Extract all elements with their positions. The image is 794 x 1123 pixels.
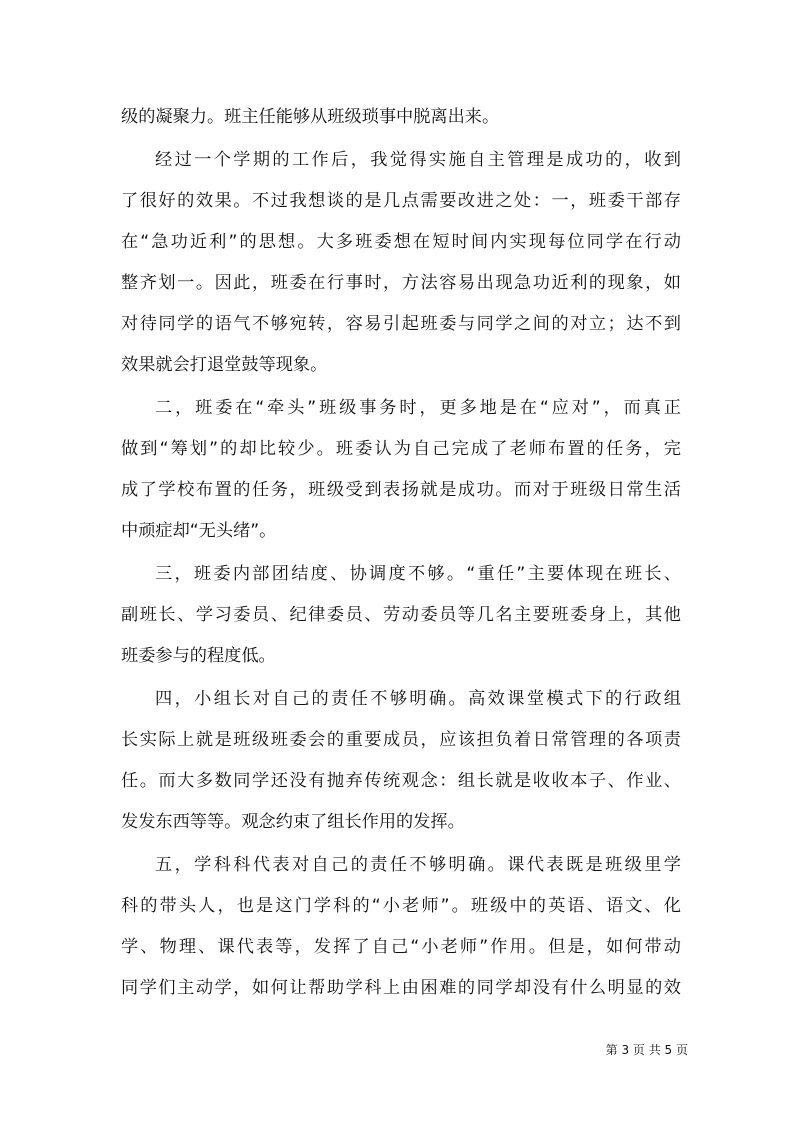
text-line: 效果就会打退堂鼓等现象。 [121, 355, 328, 375]
text-line: 学、物理、课代表等，发挥了自己“小老师”作用。但是，如何带动 [121, 937, 681, 957]
text-line: 级的凝聚力。班主任能够从班级琐事中脱离出来。 [121, 107, 500, 127]
text-line: 做到“筹划”的却比较少。班委认为自己完成了老师布置的任务，完 [121, 439, 681, 459]
text-line: 发发东西等等。观念约束了组长作用的发挥。 [121, 812, 465, 832]
text-line: 中顽症却“无头绪”。 [121, 521, 277, 541]
paragraph-first-line: 五，学科科代表对自己的责任不够明确。课代表既是班级里学 [155, 855, 681, 875]
text-line: 整齐划一。因此，班委在行事时，方法容易出现急功近利的现象，如 [121, 273, 681, 293]
page-number-footer: 第 3 页 共 5 页 [605, 1043, 688, 1057]
text-line: 任。而大多数同学还没有抛弃传统观念：组长就是收收本子、作业、 [121, 771, 681, 791]
paragraph-first-line: 二，班委在“牵头”班级事务时，更多地是在“应对”，而真正 [155, 398, 681, 418]
paragraph-first-line: 三，班委内部团结度、协调度不够。“重任”主要体现在班长、 [155, 564, 681, 584]
paragraph-first-line: 经过一个学期的工作后，我觉得实施自主管理是成功的，收到 [155, 150, 681, 170]
text-line: 成了学校布置的任务，班级受到表扬就是成功。而对于班级日常生活 [121, 480, 681, 500]
text-line: 副班长、学习委员、纪律委员、劳动委员等几名主要班委身上，其他 [121, 605, 681, 625]
paragraph-first-line: 四，小组长对自己的责任不够明确。高效课堂模式下的行政组 [155, 689, 681, 709]
text-line: 了很好的效果。不过我想谈的是几点需要改进之处：一，班委干部存 [121, 191, 681, 211]
text-line: 长实际上就是班级班委会的重要成员，应该担负着日常管理的各项责 [121, 730, 681, 750]
text-line: 同学们主动学，如何让帮助学科上由困难的同学却没有什么明显的效 [121, 978, 681, 998]
text-line: 班委参与的程度低。 [121, 646, 276, 666]
text-line: 科的带头人，也是这门学科的“小老师”。班级中的英语、语文、化 [121, 896, 681, 916]
text-line: 对待同学的语气不够宛转，容易引起班委与同学之间的对立；达不到 [121, 314, 681, 334]
text-line: 在“急功近利”的思想。大多班委想在短时间内实现每位同学在行动 [121, 232, 681, 252]
